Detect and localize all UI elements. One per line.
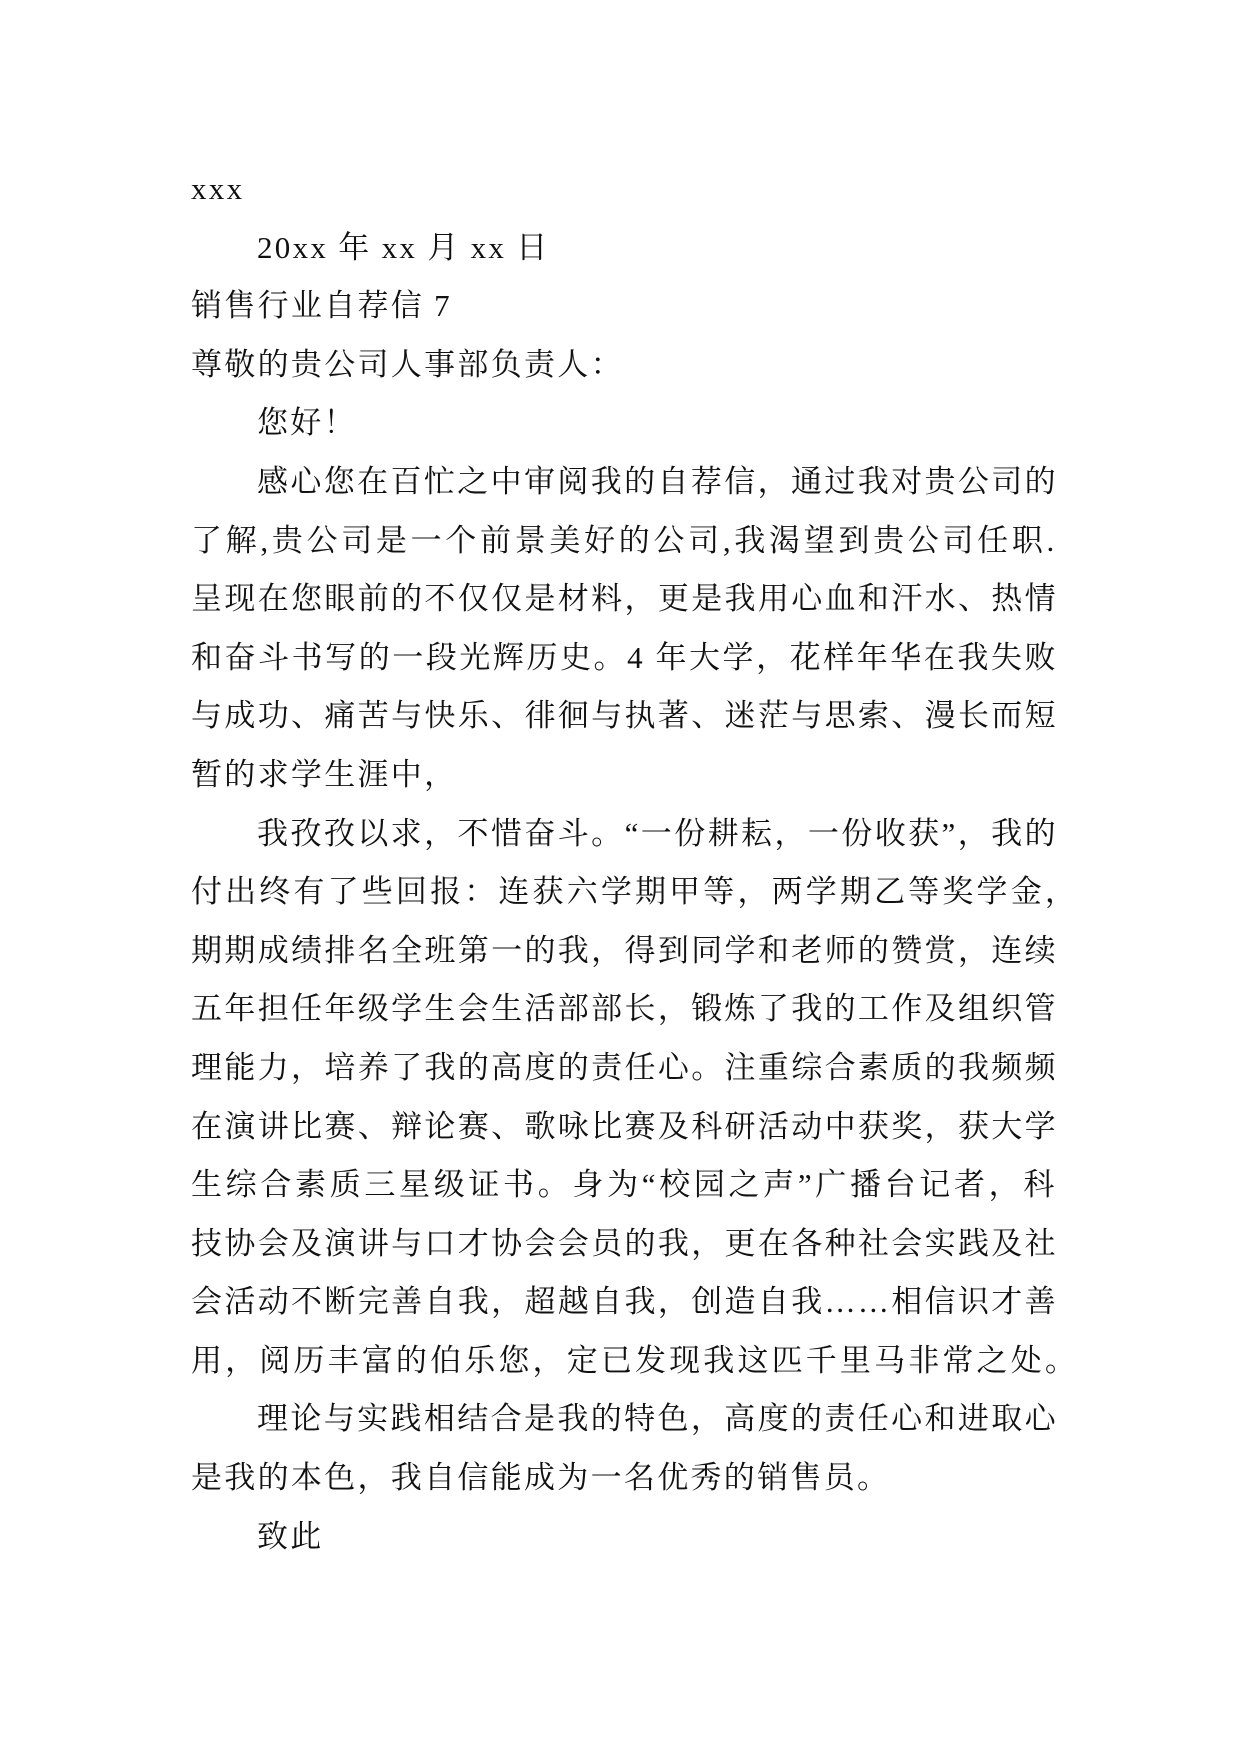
paragraph (191, 805, 1091, 1391)
paragraph-line: 呈现在您眼前的不仅仅是材料，更是我用心血和汗水、热情 (191, 581, 1059, 617)
paragraph-line: 理论与实践相结合是我的特色，高度的责任心和进取心 (257, 1401, 1058, 1437)
paragraph-line: 我孜孜以求，不惜奋斗。“一份耕耘，一份收获”，我的 (257, 815, 1058, 851)
paragraph (191, 453, 1091, 805)
paragraph-line: 与成功、痛苦与快乐、徘徊与执著、迷茫与思索、漫长而短 (191, 698, 1059, 734)
paragraph-line: 感心您在百忙之中审阅我的自荐信，通过我对贵公司的 (257, 463, 1058, 499)
paragraph-line: 会活动不断完善自我，超越自我，创造自我……相信识才善 (191, 1284, 1058, 1320)
letter-title: 销售行业自荐信 7 (191, 288, 452, 324)
closing: 致此 (257, 1518, 324, 1554)
paragraph-line: 在演讲比赛、辩论赛、歌咏比赛及科研活动中获奖，获大学 (191, 1108, 1059, 1144)
paragraph (191, 1390, 1091, 1507)
paragraph-line: 和奋斗书写的一段光辉历史。4 年大学，花样年华在我失败 (191, 639, 1058, 675)
paragraph-line: 暂的求学生涯中， (191, 756, 458, 792)
paragraph-line: 了解,贵公司是一个前景美好的公司,我渴望到贵公司任职. (191, 522, 1058, 558)
paragraph-line: 五年担任年级学生会生活部部长，锻炼了我的工作及组织管 (191, 991, 1059, 1027)
letter-body (191, 160, 1091, 1566)
paragraph-line: 用，阅历丰富的伯乐您，定已发现我这匹千里马非常之处。 (191, 1342, 1080, 1378)
paragraph-line: 生综合素质三星级证书。身为“校园之声”广播台记者，科 (191, 1167, 1058, 1203)
paragraph-line: 付出终有了些回报：连获六学期甲等，两学期乙等奖学金， (191, 874, 1080, 910)
salutation: 尊敬的贵公司人事部负责人： (191, 346, 624, 382)
greeting: 您好！ (257, 405, 357, 441)
paragraph-line: 是我的本色，我自信能成为一名优秀的销售员。 (191, 1460, 891, 1496)
paragraph-line: 理能力，培养了我的高度的责任心。注重综合素质的我频频 (191, 1049, 1059, 1085)
paragraph-line: 期期成绩排名全班第一的我，得到同学和老师的赞赏，连续 (191, 932, 1059, 968)
letter-date: 20xx 年 xx 月 xx 日 (257, 229, 550, 265)
paragraph-line: 技协会及演讲与口才协会会员的我，更在各种社会实践及社 (191, 1225, 1059, 1261)
signature: xxx (191, 171, 245, 206)
